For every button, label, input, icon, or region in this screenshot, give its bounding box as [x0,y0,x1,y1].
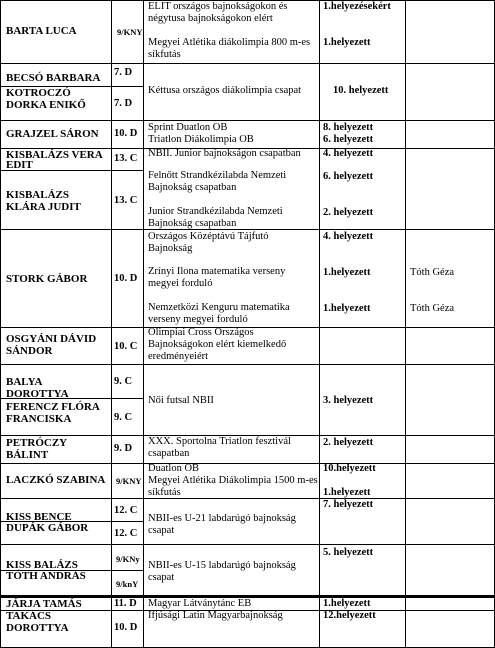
student-class: 9. C [114,376,133,387]
student-name: DUPÁK GÁBOR [6,522,89,534]
event-text: megyei forduló [148,278,213,289]
event-text: verseny megyei forduló [148,314,248,325]
student-name: KOTROCZÓ [6,87,71,99]
grid-line [111,0,112,648]
student-class: 13. C [114,195,138,206]
student-name: DOROTTYA [6,388,69,400]
student-name: KLÁRA JUDIT [6,201,81,213]
result-text: 10. helyezett [333,85,389,96]
event-text: Triatlon Diákolimpia OB [148,134,254,145]
grid-line [0,463,495,464]
event-text: Országos Középtávú Tájfutó [148,231,269,242]
student-class: 9. C [114,412,133,423]
result-text: 8. helyezett [323,122,374,133]
student-name: LACZKÓ SZABINA [6,474,106,486]
grid-line [0,544,495,545]
event-text: Bajnokságokon elért kiemelkedő [148,339,287,350]
result-text: 7. helyezett [323,499,374,510]
result-text: 4. helyezett [323,231,374,242]
student-name: JÁRJA TAMÁS [6,598,82,610]
student-name: KISBALÁZS [6,189,69,201]
event-text: síkfutás [148,487,181,498]
grid-line [0,498,495,499]
event-text: NBII-es U-15 labdarúgó bajnokság [148,560,296,571]
event-text: síkfutás [148,49,181,60]
result-text: 6. helyezett [323,134,374,145]
result-text: 4. helyezett [323,148,374,159]
event-text: NBII. Junior bajnokságon csapatban [148,148,301,159]
event-text: Bajnokság csapatban [148,218,237,229]
result-text: 6. helyezett [323,171,374,182]
result-text: 1.helyezett [323,267,371,278]
result-text: 2. helyezett [323,437,374,448]
student-name: KISS BALÁZS [6,559,78,571]
result-text: 3. helyezett [323,395,374,406]
event-text: Megyei Atlétika diákolimpia 800 m-es [148,37,311,48]
event-text: Sprint Duatlon OB [148,122,228,133]
event-text: Nemzetközi Kenguru matematika [148,302,290,313]
event-text: Bajnokság [148,243,193,254]
student-name: DORKA ENIKŐ [6,99,86,111]
event-text: csapat [148,572,175,583]
student-class: 7. D [114,67,133,78]
student-name: GRAJZEL SÁRON [6,128,99,140]
student-class: 12. C [114,505,138,516]
student-class: 11. D [114,598,137,609]
event-text: NBII-es U-21 labdarúgó bajnokság [148,513,296,524]
event-text: csapat [148,525,175,536]
student-name: KISBALÁZS VERA [6,149,103,161]
event-text: XXX. Sportolna Triatlon fesztivál [148,436,291,447]
student-class: 9/knY [116,579,139,589]
student-class: 10. D [114,128,138,139]
student-class: 9/KNY [116,476,142,486]
event-text: négytusa bajnokságokon elért [148,13,273,24]
student-name: BALYA [6,376,43,388]
student-name: EDIT [6,159,33,171]
student-class: 9. D [114,443,133,454]
event-text: eredményeiért [148,351,209,362]
result-text: 1.helyezett [323,598,371,609]
student-class: 9/KNy [116,554,140,564]
teacher-name: Tóth Géza [410,303,455,314]
event-text: Kéttusa országos diákolimpia csapat [148,85,302,96]
event-text: Bajnokság csapatban [148,182,237,193]
result-text: 5. helyezett [323,547,374,558]
event-text: Megyei Atlétika Diákolimpia 1500 m-es [148,475,318,486]
grid-line [0,120,495,121]
student-name: BECSÓ BARBARA [6,72,101,84]
student-name: PETRÓCZY [6,437,68,449]
result-text: 1.helyezett [323,487,371,498]
result-text: 2. helyezett [323,207,374,218]
student-name: OSGYÁNI DÁVID [6,333,97,345]
student-name: KISS BENCE [6,511,72,523]
event-text: Duatlon OB [148,463,200,474]
student-class: 10. D [114,273,138,284]
grid-line [0,0,1,648]
event-text: csapatban [148,448,190,459]
event-text: Magyar Látványtánc EB [148,598,252,609]
event-text: ELIT országos bajnokságokon és [148,1,288,12]
event-text: Zrínyi Ilona matematika verseny [148,266,286,277]
teacher-name: Tóth Géza [410,267,455,278]
event-text: Női futsal NBII [148,395,214,406]
event-text: Olimpiai Cross Országos [148,327,254,338]
student-name: TÓTH ANDRÁS [6,570,86,582]
result-text: 12.helyezett [323,610,376,621]
result-text: 1.helyezett [323,37,371,48]
result-text: 1.helyezésekért [323,1,391,12]
event-text: Ifjúsági Latin Magyarbajnokság [148,610,283,621]
event-text: Felnőtt Strandkézilabda Nemzeti [148,170,287,181]
student-name: SÁNDOR [6,345,53,357]
student-class: 7. D [114,98,133,109]
result-text: 10.helyezett [323,463,376,474]
student-name: TAKÁCS [6,610,52,622]
grid-line [0,229,495,230]
student-name: BÁLINT [6,449,49,461]
student-name: STORK GÁBOR [6,273,88,285]
grid-line [0,63,495,64]
grid-line [319,0,320,648]
grid-line [143,0,144,648]
student-class: 10. C [114,341,138,352]
event-text: Junior Strandkézilabda Nemzeti [148,206,283,217]
student-class: 12. C [114,528,138,539]
grid-line [405,0,406,648]
student-class: 10. D [114,622,138,633]
student-name: FRANCISKA [6,413,72,425]
grid-line [0,364,495,365]
student-class: 13. C [114,153,138,164]
student-name: DOROTTYA [6,622,69,634]
result-text: 1.helyezett [323,303,371,314]
student-name: FERENCZ FLÓRA [6,401,100,413]
student-name: BARTA LUCA [6,25,77,37]
student-class: 9/KNY [117,27,143,37]
